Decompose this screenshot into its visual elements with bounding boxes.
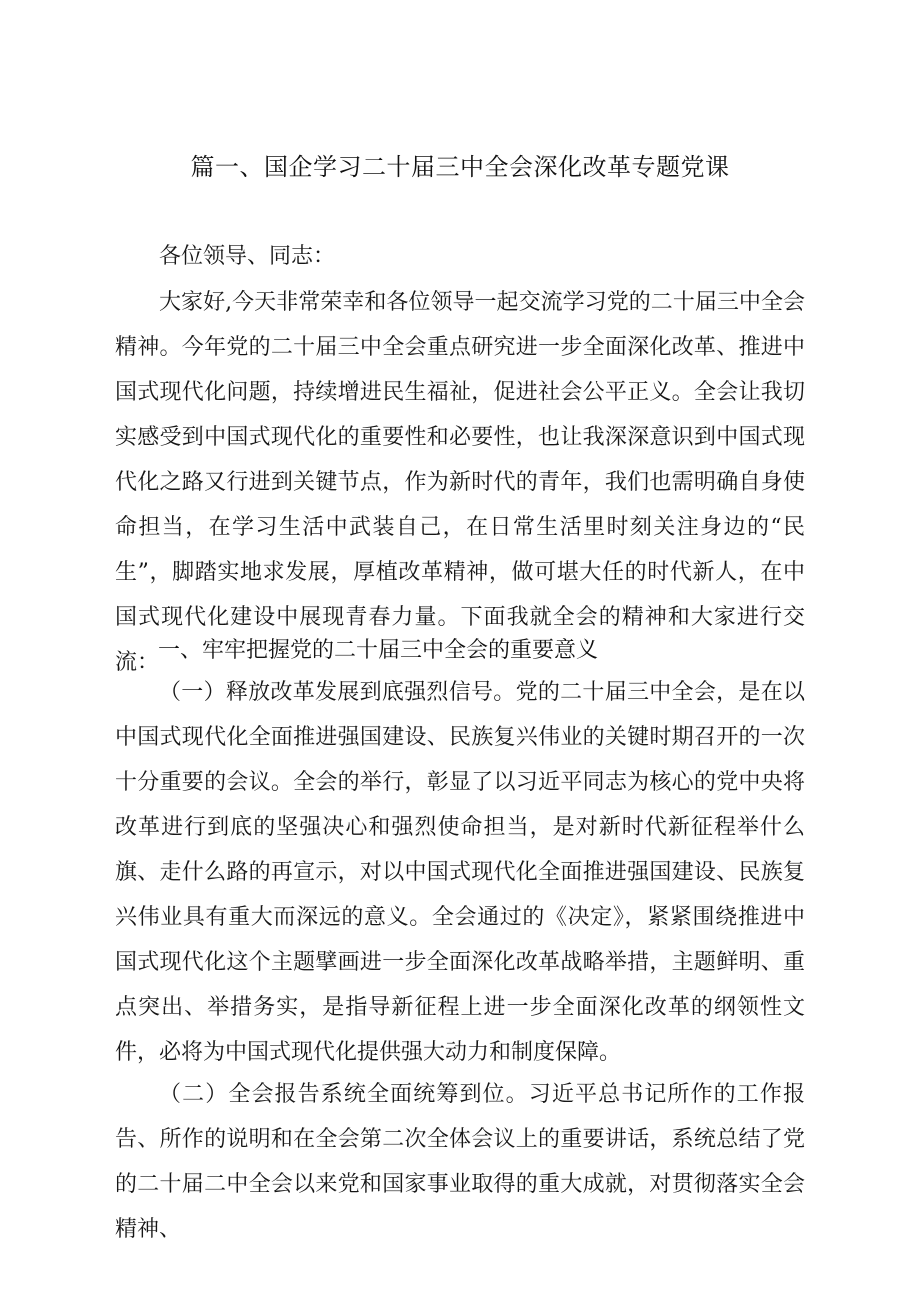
greeting-line: 各位领导、同志： bbox=[159, 244, 336, 269]
subsection-paragraph-1: （一）释放改革发展到底强烈信号。党的二十届三中全会，是在以中国式现代化全面推进强国建设、民族复兴伟业的关键时期召开的一次十分重要的会议。全会的举行，彰显了以习近平同志为核心的党中央将改革进行到底的坚强决心和强烈使命担当，是对新时代新征程举什么旗、走什么路的再宣示，对以中国式现代化全面推进强国建设、民族复兴伟业具有重大而深远的意义。全会通过的《决定》，紧紧围绕推进中国式现代化这个主题擘画进一步全面深化改革战略举措，主题鲜明、重点突出、举措务实，是指导新征程上进一步全面深化改革的纲领性文件，必将为中国式现代化提供强大动力和制度保障。 bbox=[115, 680, 805, 1065]
document-title: 篇一、国企学习二十届三中全会深化改革专题党课 bbox=[190, 153, 730, 181]
opening-paragraph: 大家好,今天非常荣幸和各位领导一起交流学习党的二十届三中全会精神。今年党的二十届三中全会重点研究进一步全面深化改革、推进中国式现代化问题，持续增进民生福祉，促进社会公平正义。全会让我切实感受到中国式现代化的重要性和必要性，也让我深深意识到中国式现代化之路又行进到关键节点，作为新时代的青年，我们也需明确自身使命担当，在学习生活中武装自己，在日常生活里时刻关注身边的“民生”，脚踏实地求发展，厚植改革精神，做可堪大任的时代新人，在中国式现代化建设中展现青春力量。下面我就全会的精神和大家进行交流： bbox=[115, 290, 805, 675]
subsection-paragraph-2: （二）全会报告系统全面统筹到位。习近平总书记所作的工作报告、所作的说明和在全会第二次全体会议上的重要讲话，系统总结了党的二十届二中全会以来党和国家事业取得的重大成就，对贯彻落实全会精神、 bbox=[115, 1082, 805, 1242]
section-heading-1: 一、牢牢把握党的二十届三中全会的重要意义 bbox=[158, 638, 599, 663]
